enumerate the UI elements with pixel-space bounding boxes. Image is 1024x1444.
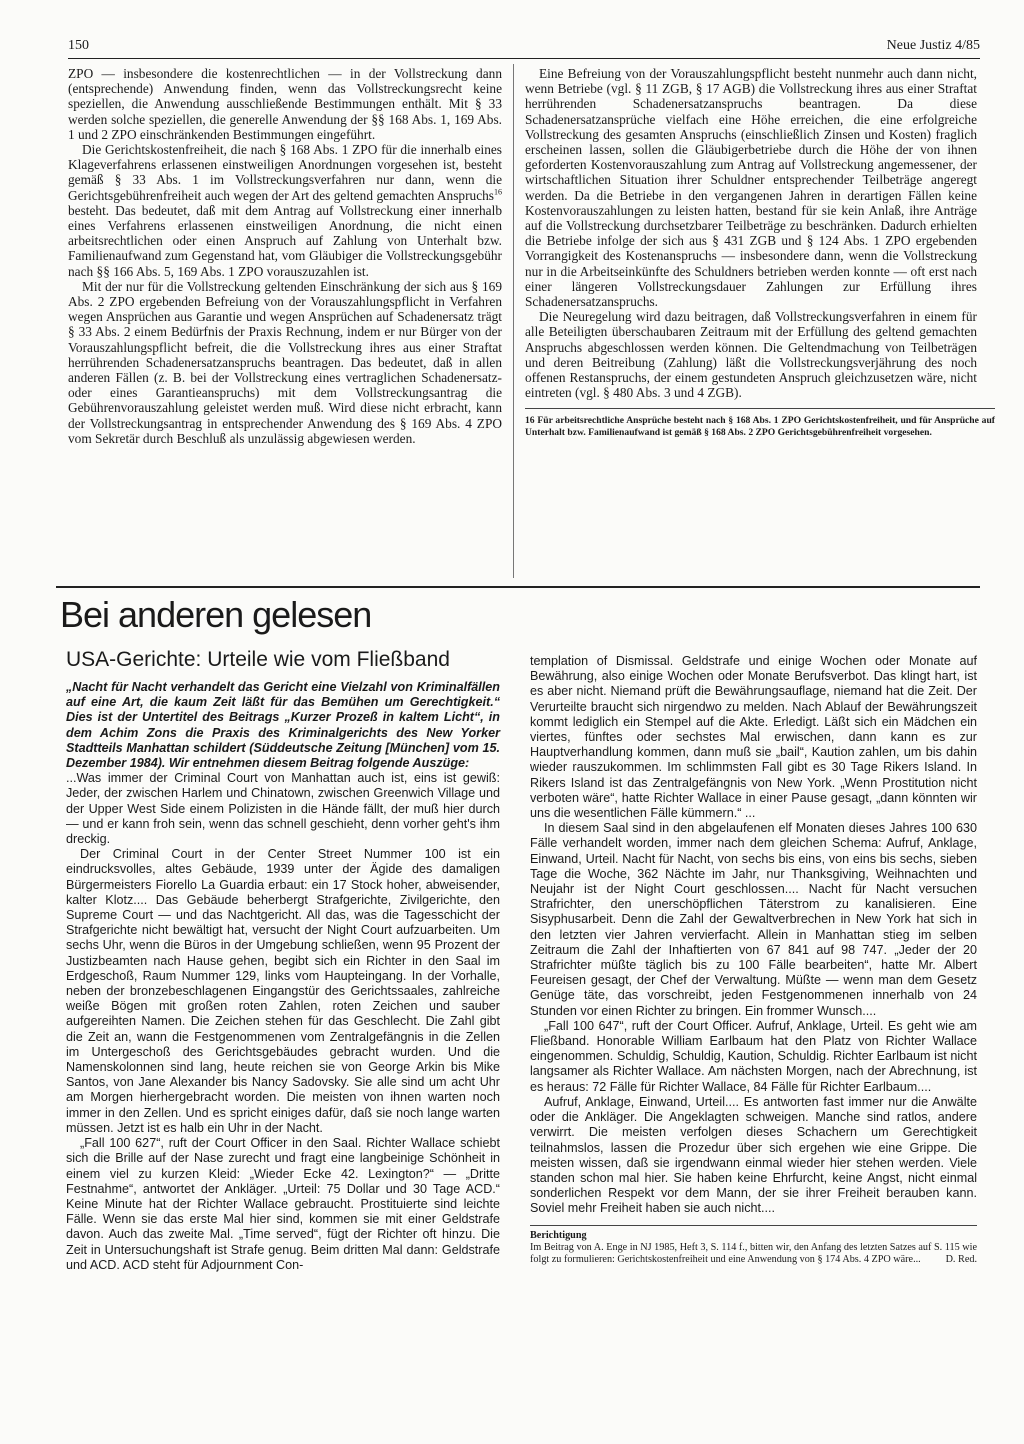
article-intro: „Nacht für Nacht verhandelt das Gericht eine Vielzahl von Kriminalfällen auf eine Art, die kaum Zeit läßt für das Bemühen um Gerechtigkeit.“ Dies ist der Untertitel des Beitrags „Kurzer Prozeß in kaltem Licht“, in dem Achim Zons die Praxis des Kriminalgerichts des New Yorker Stadtteils Manhattan schildert (Süddeutsche Zeitung [München] vom 15. Dezember 1984). Wir entnehmen diesem Beitrag folgende Auszüge: xyxy=(66,680,500,771)
paragraph: „Fall 100 647“, ruft der Court Officer. Aufruf, Anklage, Urteil. Es geht wie am Fließband. Honorable William Earlbaum hat den Platz von Richter Wallace eingenommen. Schuldig, Schuldig, Kaution, Schuldig. Richter Earlbaum ist nicht langsamer als Richter Wallace. Am nächsten Morgen, nach der Abrechnung, ist es heraus: 72 Fälle für Richter Wallace, 84 Fälle für Richter Earlbaum.... xyxy=(530,1018,977,1094)
article-right-column xyxy=(530,654,977,1267)
paragraph: Mit der nur für die Vollstreckung geltenden Einschränkung der sich aus § 169 Abs. 2 ZPO ergebenden Befreiung von der Vorauszahlungspflicht in Verfahren wegen Ansprüchen aus Garantie und wegen Ansprüchen auf Schadenersatz trägt § 33 Abs. 2 einem Bedürfnis der Praxis Rechnung, indem er nur Bürger von der Vorauszahlungspflicht befreit, die die Vollstreckung ihres aus einer Straftat herrührenden Schadenersatzanspruchs beantragen. Das bedeutet, daß in allen anderen Fällen (z. B. bei der Vollstreckung eines vertraglichen Schadenersatz- oder eines Garantieanspruchs) mit dem Vollstreckungsantrag die Gebührenvorauszahlung geleistet werden muß. Wird diese nicht erbracht, kann der Vollstreckungsantrag in entsprechender Anwendung des § 169 Abs. 4 ZPO vom Sekretär durch Beschluß als unzulässig abgewiesen werden. xyxy=(68,278,502,446)
paragraph: In diesem Saal sind in den abgelaufenen elf Monaten dieses Jahres 100 630 Fälle verhandelt worden, immer nach dem gleichen Schema: Aufruf, Anklage, Einwand, Urteil. Nacht für Nacht, von sechs bis eins, von eins bis sechs, sieben Tage die Woche, 362 Nächte im Jahr, nur Thanksgiving, Weihnachten und Neujahr ist der Night Court geschlossen.... Nacht für Nacht versuchen Strafrichter, den unerschöpflichen Täterstrom zu kanalisieren. Eine Sisyphusarbeit. Denn die Zahl der Gewaltverbrechen in New York hat sich in den letzten vier Jahren vervierfacht. Allein in Manhattan stieg im selben Zeitraum die Zahl der Inhaftierten von 67 841 auf 98 747. „Jeder der 20 Strafrichter müßte täglich bis zu 100 Fälle bearbeiten“, hatte Mr. Albert Feureisen gesagt, der Chef der Verwaltung. Müßte — wenn man dem Gesetz Genüge täte, das vorschreibt, jeden Festgenommenen innerhalb von 24 Stunden vor einen Richter zu bringen. Ein frommer Wunsch.... xyxy=(530,821,977,1018)
top-left-column xyxy=(68,66,502,446)
journal-issue: Neue Justiz 4/85 xyxy=(886,38,980,53)
correction-text: Im Beitrag von A. Enge in NJ 1985, Heft 3, S. 114 f., bitten wir, den Anfang des letzten Satzes auf S. 115 wie folgt zu formulieren: Gerichtskostenfreiheit und eine Anwendung von § 174 Abs. 4 ZPO wäre... xyxy=(530,1241,977,1266)
article-title: USA-Gerichte: Urteile wie vom Fließband xyxy=(66,648,450,671)
paragraph: Die Neuregelung wird dazu beitragen, daß Vollstreckungsverfahren in einem für alle Beteiligten überschaubaren Zeitraum mit der Erfüllung des geltend gemachten Anspruchs abgeschlossen werden können. Die Geltendmachung von Teilbeträgen und deren Beitreibung (Zahlung) läßt die Vollstreckungsverjährung des noch offenen Restanspruchs, der einem gestundeten Anspruch gleichzusetzen wäre, nicht eintreten (vgl. § 480 Abs. 3 und 4 ZGB). xyxy=(525,309,977,401)
paragraph: „Fall 100 627“, ruft der Court Officer in den Saal. Richter Wallace schiebt sich die Brille auf der Nase zurecht und fragt eine langbeinige Schönheit in einem viel zu kurzen Kleid: „Wieder Ecke 42. Lexington?“ — „Dritte Festnahme“, antwortet der Ankläger. „Urteil: 75 Dollar und 30 Tage ACD.“ Keine Minute hat der Richter Wallace gebraucht. Prostituierte sind leichte Fälle. Wenn sie das erste Mal hier sind, kommen sie mit einer Geldstrafe davon. Auch das zweite Mal. „Time served“, fügt der Richter oft hinzu. Die Zeit in Untersuchungshaft ist Strafe genug. Beim dritten Mal dann: Geldstrafe und ACD. ACD steht für Adjournment Con- xyxy=(66,1136,500,1272)
section-rubric: Bei anderen gelesen xyxy=(60,594,372,635)
footnote: 16 Für arbeitsrechtliche Ansprüche besteht nach § 168 Abs. 1 ZPO Gerichtskostenfreiheit, und für Ansprüche auf Unterhalt bzw. Familienaufwand ist gemäß § 168 Abs. 2 ZPO Gerichtsgebührenfreiheit vorgesehen. xyxy=(525,408,995,439)
paragraph: ZPO — insbesondere die kostenrechtlichen — in der Vollstreckung dann (entsprechende) Anwendung finden, wenn das Vollstreckungsrecht keine speziellen, die Anwendung ausschließende Bestimmungen enthält. Mit § 33 werden solche speziellen, die generelle Anwendung der §§ 168 Abs. 1, 169 Abs. 1 und 2 ZPO einschränkenden Bestimmungen eingeführt. xyxy=(68,66,502,142)
paragraph: Aufruf, Anklage, Einwand, Urteil.... Es antworten fast immer nur die Anwälte oder die Ankläger. Die Angeklagten schweigen. Manche sind ratlos, andere verwirrt. Die meisten verfolgen dieses Schachern um Gerechtigkeit teilnahmslos, lassen die Prozedur über sich ergehen wie eine Grippe. Die meisten wissen, daß sie irgendwann einmal wieder hier stehen werden. Viele standen schon mal hier. Sie haben keine Ehrfurcht, keine Angst, nicht einmal sonderlichen Respekt vor dem Mann, der sie ihrer Freiheit berauben kann. Soviel mehr Freiheit haben sie auch nicht.... xyxy=(530,1094,977,1216)
paragraph: Eine Befreiung von der Vorauszahlungspflicht besteht nunmehr auch dann nicht, wenn Betriebe (vgl. § 11 ZGB, § 17 AGB) die Vollstreckung ihres aus einer Straftat herrührenden Schadenersatzanspruchs beantragen. Da diese Schadenersatzansprüche vielfach eine Höhe erreichen, die eine erfolgreiche Vollstreckung des gesamten Anspruchs (einschließlich Zinsen und Kosten) fraglich erscheinen lassen, sollen die Gläubigerbetriebe durch die Höhe der von ihnen geforderten Kostenvorauszahlung zum Antrag auf Vollstreckung angemessener, der wirtschaftlichen Situation ihrer Schuldner entsprechender Teilbeträge angeregt werden. Da die Betriebe in den vergangenen Jahren in derartigen Fällen keine Kostenvorauszahlungen zu leisten hatten, bestand für sie kein Anlaß, ihre Anträge auf die Vollstreckung durchsetzbarer Teilbeträge zu beschränken. Dadurch erhielten die Betriebe infolge der sich aus § 431 ZGB und § 124 Abs. 1 ZPO ergebenden Vorrangigkeit des Kostenanspruchs — insbesondere dann, wenn die Vollstreckung nur in die Arbeitseinkünfte des Schuldners betrieben werden konnte — oft erst nach einer längeren Vollstreckungsdauer Zahlungen zur Erfüllung ihres Schadenersatzanspruchs. xyxy=(525,66,977,310)
top-right-column xyxy=(525,66,995,439)
column-divider xyxy=(513,64,514,578)
paragraph: Die Gerichtskostenfreiheit, die nach § 168 Abs. 1 ZPO für die innerhalb eines Klageverfahrens erlassenen einstweiligen Anordnungen vorgesehen ist, besteht gemäß § 33 Abs. 1 im Vollstreckungsverfahren nur dann, wenn die Gerichtsgebührenfreiheit auch wegen der Art des geltend gemachten Anspruchs$^{16}$ besteht. Das bedeutet, daß mit dem Antrag auf Vollstreckung einer innerhalb eines Verfahrens erlassenen einstweiligen Anordnung, die nicht einen arbeitsrechtlichen oder einen Anspruch auf Zahlung von Unterhalt bzw. Familienaufwand zum Gegenstand hat, vom Gläubiger die Vollstreckungsgebühr nach §§ 166 Abs. 5, 169 Abs. 1 ZPO vorauszuzahlen ist. xyxy=(68,142,502,279)
correction-title: Berichtigung xyxy=(530,1229,587,1241)
editor-signature: D. Red. xyxy=(945,1254,977,1266)
article-left-column xyxy=(66,680,500,1273)
paragraph: Der Criminal Court in der Center Street Nummer 100 ist ein eindrucksvolles, altes Gebäude, 1939 unter der Ägide des damaligen Bürgermeisters Fiorello La Guardia erbaut: ein 17 Stock hoher, abweisender, kalter Klotz.... Das Gebäude beherbergt Strafgerichte, Zivilgerichte, den Supreme Court — und das Nachtgericht. All das, was die Tagesschicht der Strafgerichte nicht bewältigt hat, versucht der Night Court aufzuarbeiten. Um sechs Uhr, wenn die Büros in der Umgebung schließen, wenn 95 Prozent der Justizbeamten nach Hause gehen, begibt sich ein Richter in den Saal im Erdgeschoß, Raum Nummer 129, links vom Haupteingang. In der Vorhalle, neben der bronzebeschlagenen Eingangstür des Gerichtssaales, zahlreiche weiße Bögen mit großen roten Zahlen, roten Zeichen und sauber aufgereihten Namen. Die Zeichen stehen für das Geschlecht. Die Zahl gibt die Zeit an, wann die Festgenommenen vom Zentralgefängnis in die Zellen im Untergeschoß des Gerichtsgebäudes gebracht wurden. Und die Namenskolonnen sind lang, heute reichen sie von George Arkin bis Mike Santos, von Jane Alexander bis Nancy Sadovsky. Sie alle sind um acht Uhr am Morgen hierhergebracht worden. Die meisten von ihnen warten noch immer in den Zellen. Und es spricht einiges dafür, daß sie noch lange warten müssen. Jetzt ist es halb ein Uhr in der Nacht. xyxy=(66,847,500,1135)
paragraph: ...Was immer der Criminal Court von Manhattan auch ist, eins ist gewiß: Jeder, der zwischen Harlem und Chinatown, zwischen Greenwich Village und der Upper West Side einem Polizisten in die Hände fällt, der muß hier durch — und er kann froh sein, wenn das schnell geschieht, denn vorher geht's ihm dreckig. xyxy=(66,771,500,847)
correction-box xyxy=(530,1225,977,1267)
paragraph: templation of Dismissal. Geldstrafe und einige Wochen oder Monate auf Bewährung, also einige Wochen oder Monate Berufsverbot. Das klingt hart, ist es aber nicht. Niemand prüft die Bewährungsauflage, niemand hat die Zeit. Der Verurteilte braucht sich nirgendwo zu melden. Nach Ablauf der Bewährungszeit kommt lediglich ein Stempel auf die Akte. Erledigt. Läßt sich ein Mädchen ein viertes, fünftes oder sechstes Mal erwischen, dann kann es zur Hauptverhandlung kommen, dann muß sie „bail“, Kaution zahlen, um bis dahin wieder rauszukommen. Im schlimmsten Fall gibt es 30 Tage Rikers Island. In Rikers Island ist das Zentralgefängnis von New York. „Wenn Prostitution nicht verboten wäre“, hatte Richter Wallace in einer Pause gesagt, „dann könnten wir uns die wesentlichen Fälle kümmern.“ ... xyxy=(530,654,977,821)
section-rule xyxy=(56,586,980,588)
footnote-marker: 16 xyxy=(494,187,502,197)
page-number: 150 xyxy=(68,38,89,53)
page-header xyxy=(68,36,980,59)
